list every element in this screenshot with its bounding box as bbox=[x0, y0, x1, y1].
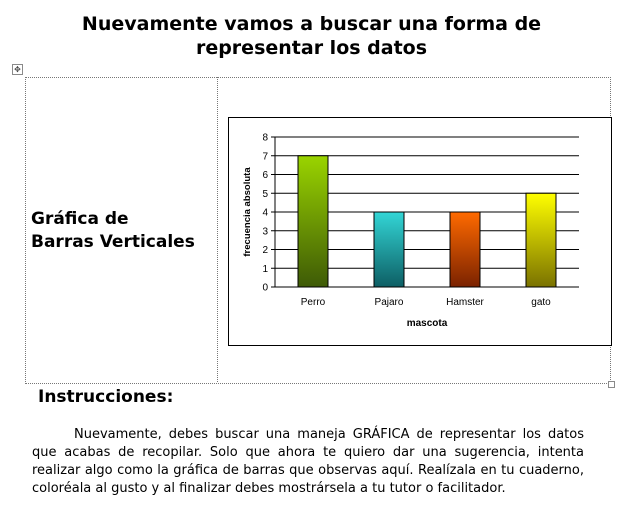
y-tick-label: 0 bbox=[262, 282, 268, 294]
page-title-line-2: representar los datos bbox=[195, 37, 428, 59]
x-axis-title: mascota bbox=[406, 318, 448, 329]
chart-label-line-2: Barras Verticales bbox=[31, 232, 195, 252]
y-tick-label: 4 bbox=[262, 207, 268, 219]
move-cross-icon[interactable]: ✥ bbox=[12, 64, 23, 75]
y-tick-label: 2 bbox=[262, 245, 268, 256]
y-tick-label: 7 bbox=[262, 151, 268, 163]
page-title-line-1: Nuevamente vamos a buscar una forma de bbox=[81, 13, 542, 35]
y-tick-label: 5 bbox=[262, 188, 268, 200]
x-tick-label: gato bbox=[531, 297, 551, 308]
y-tick-label: 3 bbox=[262, 226, 268, 238]
x-tick-label: Perro bbox=[300, 297, 326, 308]
y-axis-title: frecuencia absoluta bbox=[242, 167, 253, 257]
table-cell-divider bbox=[217, 77, 218, 382]
y-tick-label: 1 bbox=[262, 263, 268, 275]
page-title bbox=[0, 12, 623, 60]
bar bbox=[374, 212, 404, 287]
bar bbox=[526, 193, 556, 287]
chart-label-line-1: Gráfica de bbox=[31, 209, 129, 229]
bar bbox=[450, 212, 480, 287]
resize-handle-icon[interactable] bbox=[608, 381, 615, 388]
instructions-heading: Instrucciones: bbox=[38, 387, 174, 407]
bar bbox=[298, 156, 328, 287]
chart-label bbox=[31, 208, 216, 254]
bar-chart-svg bbox=[229, 118, 611, 345]
y-tick-label: 8 bbox=[262, 132, 268, 144]
x-tick-label: Pajaro bbox=[374, 297, 404, 308]
bar-chart bbox=[228, 117, 612, 346]
instructions-body: Nuevamente, debes buscar una maneja GRÁFICA de representar los datos que acabas de recopilar. Solo que ahora te quiero dar una sugerencia, intenta realizar algo como la gráfica de barras que observas aquí. Realízala en tu cuaderno, coloréala al gusto y al finalizar debes mostrársela a tu tutor o facilitador. bbox=[32, 427, 584, 496]
x-tick-label: Hamster bbox=[446, 297, 484, 308]
y-tick-label: 6 bbox=[262, 170, 268, 181]
